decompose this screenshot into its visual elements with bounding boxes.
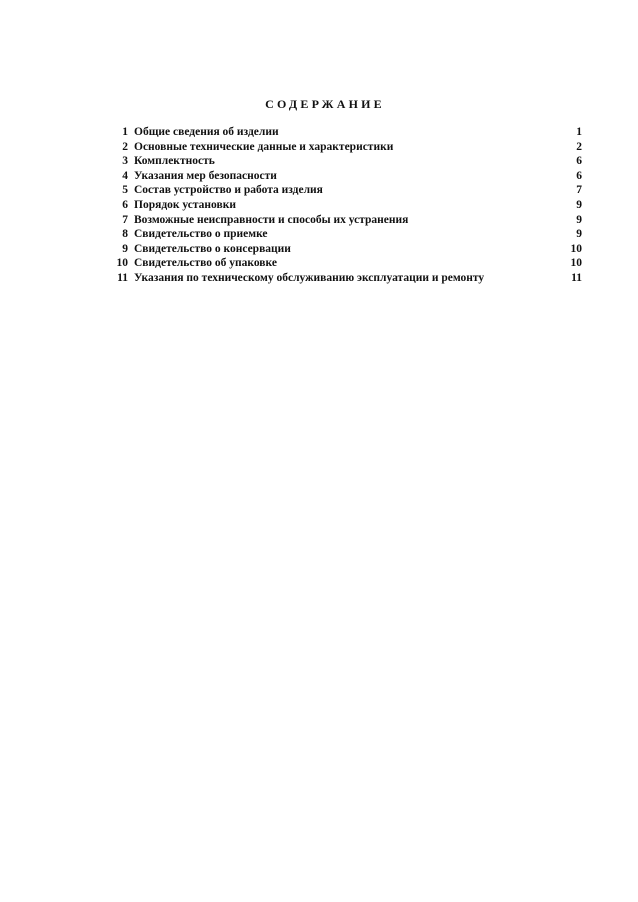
toc-entry-number: 9 — [122, 242, 128, 255]
toc-entry-text: Свидетельство об упаковке — [134, 257, 277, 270]
toc-entry-page: 9 — [576, 213, 582, 226]
toc-entry-page: 7 — [576, 184, 582, 197]
toc-entry-number: 4 — [122, 169, 128, 182]
toc-entry — [108, 271, 582, 286]
toc-entry-text: Порядок установки — [134, 198, 236, 211]
toc-entry-text: Указания по техническому обслуживанию эксплуатации и ремонту — [134, 271, 485, 284]
toc-entry-text: Общие сведения об изделии — [134, 126, 279, 138]
toc-entry — [108, 213, 582, 228]
toc-entry — [108, 183, 582, 198]
toc-entry — [108, 125, 582, 140]
toc-entry-number: 7 — [122, 213, 128, 226]
toc-entry-number: 2 — [122, 140, 128, 153]
toc-entry — [108, 227, 582, 242]
toc-entry-text: Возможные неисправности и способы их устранения — [134, 213, 409, 226]
toc-entry-page: 1 — [576, 126, 582, 138]
toc-entry-text: Комплектность — [134, 155, 215, 168]
toc-entry — [108, 169, 582, 184]
toc-entry — [108, 140, 582, 155]
toc-entry-text: Свидетельство о консервации — [134, 242, 291, 255]
toc-entry-text: Состав устройство и работа изделия — [134, 184, 323, 197]
toc-entry-page: 6 — [576, 169, 582, 182]
toc-entry-page: 10 — [570, 257, 582, 270]
toc-entry — [108, 154, 582, 169]
toc-entry-number: 5 — [122, 184, 128, 197]
toc-entry-number: 10 — [116, 257, 128, 270]
toc-entry-page: 9 — [576, 198, 582, 211]
toc-entry-number: 1 — [122, 126, 128, 138]
toc-entry-page: 9 — [576, 228, 582, 241]
toc-entry — [108, 256, 582, 271]
toc-entry-page: 11 — [571, 271, 582, 284]
table-of-contents — [108, 125, 582, 286]
toc-entry-number: 6 — [122, 198, 128, 211]
toc-entry-page: 6 — [576, 155, 582, 168]
toc-entry-text: Свидетельство о приемке — [134, 228, 268, 241]
toc-entry-number: 8 — [122, 228, 128, 241]
toc-entry-text: Основные технические данные и характеристики — [134, 140, 394, 153]
toc-entry-number: 3 — [122, 155, 128, 168]
page-title: СОДЕРЖАНИЕ — [265, 97, 385, 111]
toc-entry-number: 11 — [117, 271, 128, 284]
toc-entry-page: 2 — [576, 140, 582, 153]
toc-entry — [108, 198, 582, 213]
toc-entry — [108, 242, 582, 257]
toc-entry-text: Указания мер безопасности — [134, 169, 277, 182]
toc-entry-page: 10 — [570, 242, 582, 255]
